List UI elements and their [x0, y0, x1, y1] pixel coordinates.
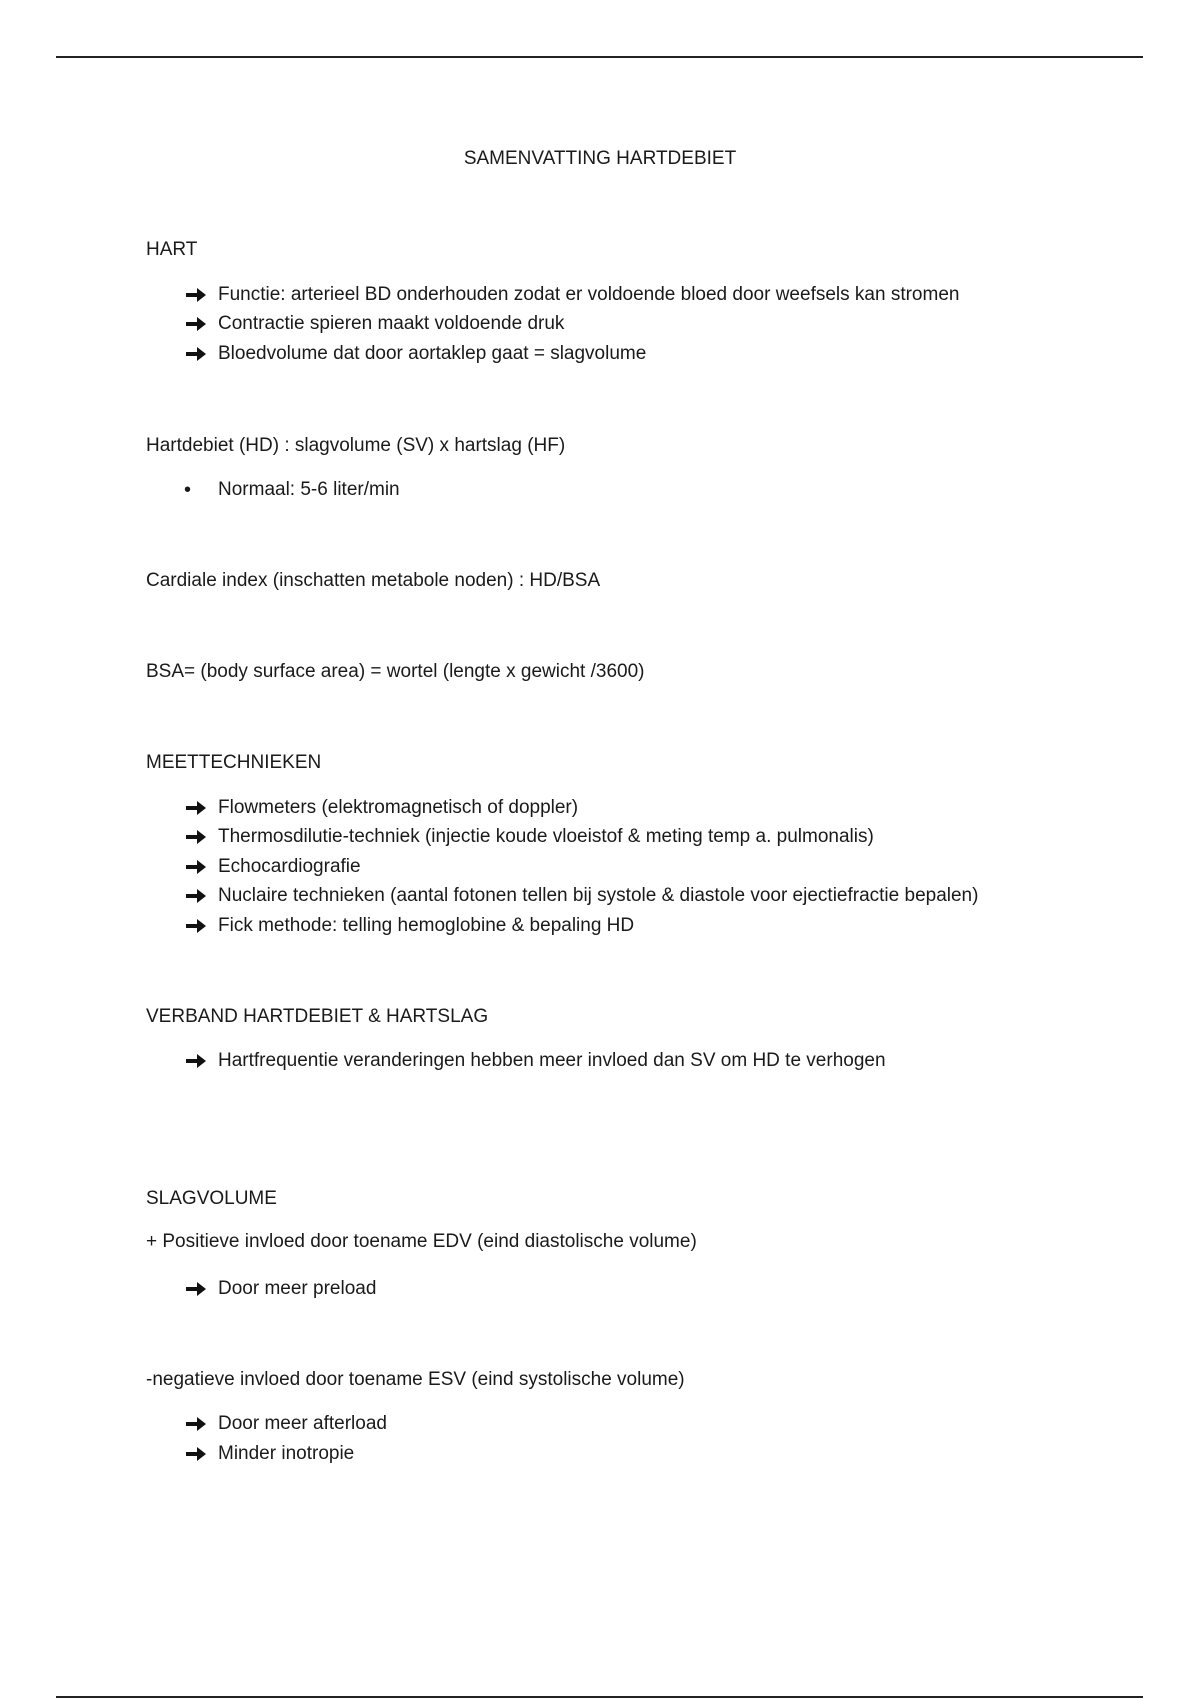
section-heading-verband: VERBAND HARTDEBIET & HARTSLAG [146, 1006, 489, 1027]
negative-influence-text: -negatieve invloed door toename ESV (eind systolische volume) [146, 1369, 685, 1390]
arrow-bullet-icon [184, 825, 208, 849]
arrow-bullet-icon [184, 312, 208, 336]
list-item: Door meer preload [218, 1278, 377, 1299]
list-item: Minder inotropie [218, 1443, 355, 1464]
arrow-bullet-icon [184, 884, 208, 908]
arrow-bullet-icon [184, 914, 208, 938]
list-item: Flowmeters (elektromagnetisch of doppler) [218, 797, 579, 818]
positive-influence-text: + Positieve invloed door toename EDV (eind diastolische volume) [146, 1231, 697, 1252]
page-title: SAMENVATTING HARTDEBIET [463, 148, 737, 169]
page-top-rule [56, 56, 1143, 58]
arrow-bullet-icon [184, 1049, 208, 1073]
arrow-bullet-icon [184, 342, 208, 366]
arrow-bullet-icon [184, 1412, 208, 1436]
arrow-bullet-icon [184, 1277, 208, 1301]
arrow-bullet-icon [184, 1442, 208, 1466]
dot-bullet-icon: • [184, 479, 192, 501]
arrow-bullet-icon [184, 283, 208, 307]
list-item: Functie: arterieel BD onderhouden zodat er voldoende bloed door weefsels kan stromen [218, 284, 960, 305]
arrow-bullet-icon [184, 796, 208, 820]
list-item: Normaal: 5-6 liter/min [218, 479, 400, 500]
page-bottom-rule [56, 1696, 1143, 1698]
list-item: Hartfrequentie veranderingen hebben meer invloed dan SV om HD te verhogen [218, 1050, 886, 1071]
list-item: Nuclaire technieken (aantal fotonen tellen bij systole & diastole voor ejectiefractie bepalen) [218, 885, 979, 906]
bsa-text: BSA= (body surface area) = wortel (lengte x gewicht /3600) [146, 661, 645, 682]
list-item: Fick methode: telling hemoglobine & bepaling HD [218, 915, 635, 936]
list-item: Contractie spieren maakt voldoende druk [218, 313, 565, 334]
list-item: Door meer afterload [218, 1413, 387, 1434]
arrow-bullet-icon [184, 855, 208, 879]
list-item: Thermosdilutie-techniek (injectie koude vloeistof & meting temp a. pulmonalis) [218, 826, 874, 847]
cardiale-index-text: Cardiale index (inschatten metabole noden) : HD/BSA [146, 570, 601, 591]
list-item: Bloedvolume dat door aortaklep gaat = slagvolume [218, 343, 647, 364]
hartdebiet-formula: Hartdebiet (HD) : slagvolume (SV) x hartslag (HF) [146, 435, 566, 456]
section-heading-meettechnieken: MEETTECHNIEKEN [146, 752, 322, 773]
section-heading-slagvolume: SLAGVOLUME [146, 1188, 277, 1209]
section-heading-hart: HART [146, 239, 198, 260]
list-item: Echocardiografie [218, 856, 361, 877]
